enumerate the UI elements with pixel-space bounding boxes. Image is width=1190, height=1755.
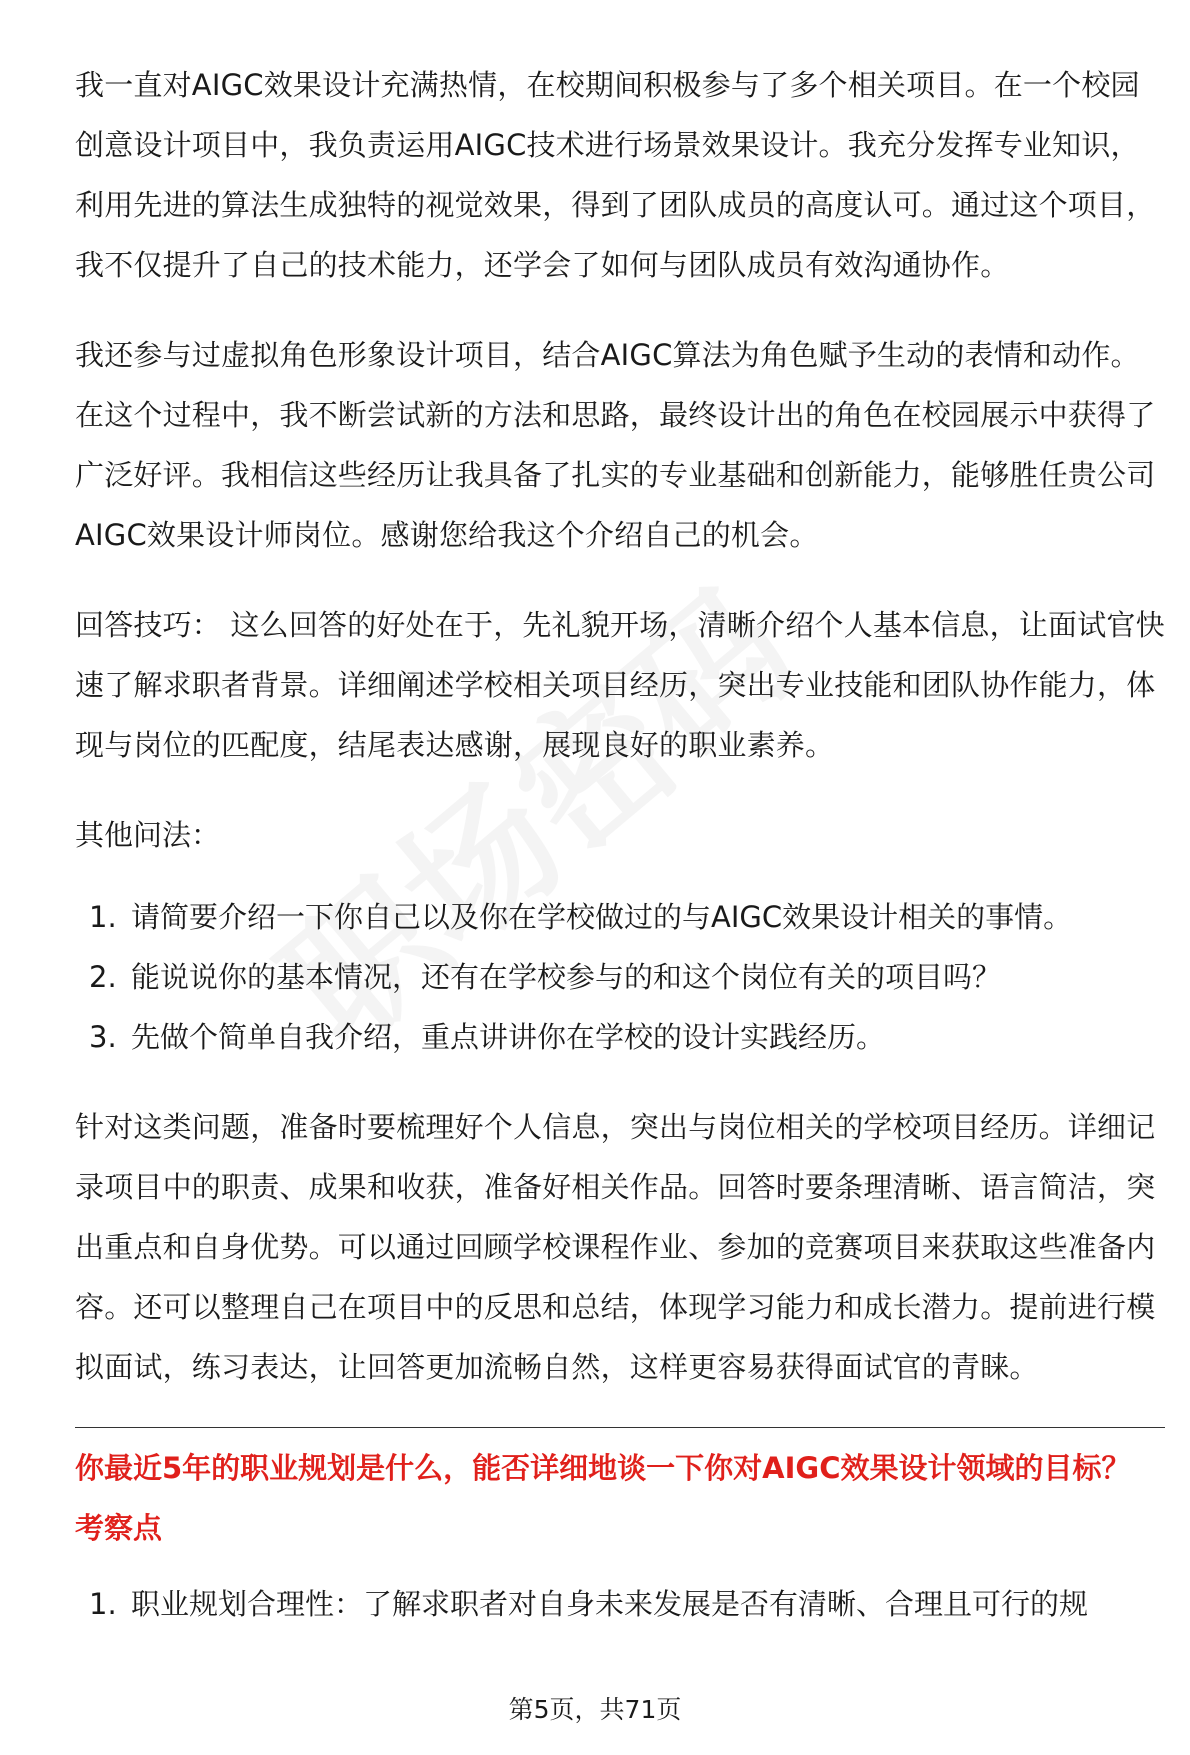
page-footer xyxy=(0,1690,1190,1750)
list-item-number: 1. xyxy=(89,1587,117,1621)
list-item-text: 请简要介绍一下你自己以及你在学校做过的与AIGC效果设计相关的事情。 xyxy=(131,900,1073,934)
list-item-text: 能说说你的基本情况，还有在学校参与的和这个岗位有关的项目吗？ xyxy=(131,960,1002,994)
assessment-points-heading: 考察点 xyxy=(75,1511,163,1545)
list-item xyxy=(89,1007,1165,1067)
paragraph-answer-tips: 回答技巧： 这么回答的好处在于，先礼貌开场，清晰介绍个人基本信息，让面试官快速了解求职者背景。详细阐述学校相关项目经历，突出专业技能和团队协作能力，体现与岗位的匹配度，结尾表达感谢，展现良好的职业素养。 xyxy=(75,608,1165,762)
list-item-number: 2. xyxy=(89,960,117,994)
list-item xyxy=(75,1574,1165,1634)
list-item xyxy=(89,947,1165,1007)
section-divider xyxy=(75,1427,1165,1428)
question-title: 你最近5年的职业规划是什么，能否详细地谈一下你对AIGC效果设计领域的目标？ xyxy=(75,1451,1131,1485)
other-questions-list xyxy=(75,887,1165,1067)
document-body xyxy=(75,55,1165,1634)
paragraph-preparation-advice: 针对这类问题，准备时要梳理好个人信息，突出与岗位相关的学校项目经历。详细记录项目中的职责、成果和收获，准备好相关作品。回答时要条理清晰、语言简洁，突出重点和自身优势。可以通过回顾学校课程作业、参加的竞赛项目来获取这些准备内容。还可以整理自己在项目中的反思和总结，体现学习能力和成长潜力。提前进行模拟面试，练习表达，让回答更加流畅自然，这样更容易获得面试官的青睐。 xyxy=(75,1110,1156,1384)
paragraph-project-experience: 我一直对AIGC效果设计充满热情，在校期间积极参与了多个相关项目。在一个校园创意设计项目中，我负责运用AIGC技术进行场景效果设计。我充分发挥专业知识，利用先进的算法生成独特的视觉效果，得到了团队成员的高度认可。通过这个项目，我不仅提升了自己的技术能力，还学会了如何与团队成员有效沟通协作。 xyxy=(75,68,1156,282)
paragraph-virtual-character: 我还参与过虚拟角色形象设计项目，结合AIGC算法为角色赋予生动的表情和动作。在这个过程中，我不断尝试新的方法和思路，最终设计出的角色在校园展示中获得了广泛好评。我相信这些经历让我具备了扎实的专业基础和创新能力，能够胜任贵公司AIGC效果设计师岗位。感谢您给我这个介绍自己的机会。 xyxy=(75,338,1156,552)
list-item xyxy=(89,887,1165,947)
list-item-number: 1. xyxy=(89,900,117,934)
list-item-text: 职业规划合理性：了解求职者对自身未来发展是否有清晰、合理且可行的规 xyxy=(131,1587,1089,1621)
list-item-number: 3. xyxy=(89,1020,117,1054)
page-number: 第5页，共71页 xyxy=(503,1690,688,1730)
list-item-text: 先做个简单自我介绍，重点讲讲你在学校的设计实践经历。 xyxy=(131,1020,886,1054)
other-questions-label: 其他问法： xyxy=(75,818,221,852)
